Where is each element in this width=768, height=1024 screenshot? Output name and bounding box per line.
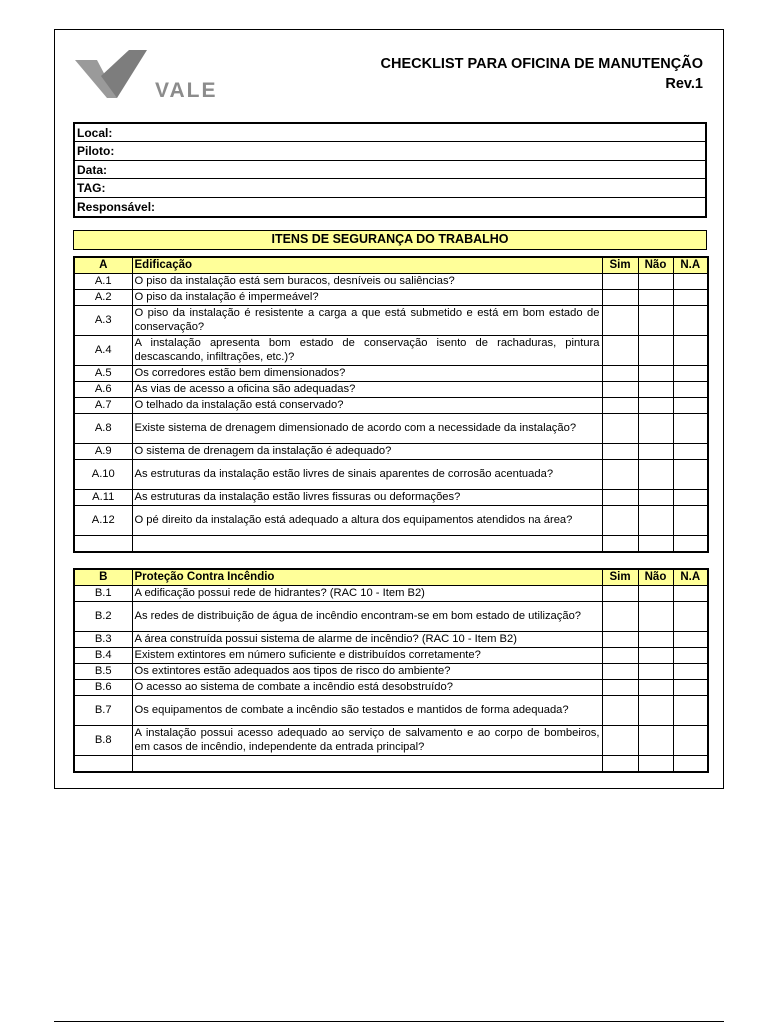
- item-code: B.6: [74, 679, 132, 695]
- answer-nao-cell[interactable]: [638, 289, 673, 305]
- item-question: O piso da instalação é resistente a carga a que está submetido e está em bom estado de conservação?: [132, 305, 602, 335]
- col-sim: Sim: [602, 257, 638, 273]
- section-b-code: B: [74, 569, 132, 585]
- item-question: As estruturas da instalação estão livres fissuras ou deformações?: [132, 489, 602, 505]
- table-row: [74, 695, 708, 725]
- answer-na-cell[interactable]: [673, 289, 708, 305]
- table-row: [74, 381, 708, 397]
- answer-na-cell[interactable]: [673, 505, 708, 535]
- answer-nao-cell[interactable]: [638, 585, 673, 601]
- answer-sim-cell[interactable]: [602, 365, 638, 381]
- col-sim: Sim: [602, 569, 638, 585]
- answer-nao-cell[interactable]: [638, 663, 673, 679]
- answer-na-cell[interactable]: [673, 273, 708, 289]
- answer-sim-cell[interactable]: [602, 647, 638, 663]
- answer-na-cell[interactable]: [673, 335, 708, 365]
- col-nao: Não: [638, 569, 673, 585]
- table-section-a: [73, 256, 709, 553]
- answer-na-cell[interactable]: [673, 443, 708, 459]
- document-revision: Rev.1: [665, 76, 703, 92]
- item-question: Existem extintores em número suficiente e distribuídos corretamente?: [132, 647, 602, 663]
- item-question: As estruturas da instalação estão livres de sinais aparentes de corrosão acentuada?: [132, 459, 602, 489]
- answer-nao-cell[interactable]: [638, 335, 673, 365]
- info-fields: [73, 122, 707, 218]
- answer-sim-cell[interactable]: [602, 381, 638, 397]
- answer-nao-cell[interactable]: [638, 397, 673, 413]
- item-code: A.11: [74, 489, 132, 505]
- empty-question-cell: [132, 535, 602, 552]
- empty-question-cell: [132, 755, 602, 772]
- answer-nao-cell[interactable]: [638, 305, 673, 335]
- table-section-b: [73, 568, 709, 773]
- table-row: [74, 289, 708, 305]
- answer-na-cell[interactable]: [673, 459, 708, 489]
- table-row-empty: [74, 535, 708, 552]
- answer-nao-cell[interactable]: [638, 631, 673, 647]
- answer-nao-cell[interactable]: [638, 365, 673, 381]
- field-data[interactable]: Data:: [75, 161, 705, 179]
- answer-nao-cell[interactable]: [638, 413, 673, 443]
- answer-nao-cell[interactable]: [638, 755, 673, 772]
- empty-code-cell: [74, 755, 132, 772]
- item-code: A.8: [74, 413, 132, 443]
- vale-logo: [73, 48, 223, 106]
- item-question: A instalação possui acesso adequado ao serviço de salvamento e ao corpo de bombeiros, em casos de incêndio, independente da entrada principal?: [132, 725, 602, 755]
- item-code: A.9: [74, 443, 132, 459]
- answer-sim-cell[interactable]: [602, 663, 638, 679]
- item-question: O piso da instalação é impermeável?: [132, 289, 602, 305]
- item-code: B.5: [74, 663, 132, 679]
- table-row: [74, 305, 708, 335]
- item-code: A.4: [74, 335, 132, 365]
- answer-na-cell[interactable]: [673, 413, 708, 443]
- item-question: Os extintores estão adequados aos tipos de risco do ambiente?: [132, 663, 602, 679]
- item-code: B.1: [74, 585, 132, 601]
- answer-na-cell[interactable]: [673, 305, 708, 335]
- answer-na-cell[interactable]: [673, 397, 708, 413]
- answer-sim-cell[interactable]: [602, 601, 638, 631]
- item-code: B.7: [74, 695, 132, 725]
- answer-sim-cell[interactable]: [602, 305, 638, 335]
- answer-sim-cell[interactable]: [602, 397, 638, 413]
- answer-nao-cell[interactable]: [638, 647, 673, 663]
- item-question: A instalação apresenta bom estado de conservação isento de rachaduras, pintura descascando, infiltrações, etc.)?: [132, 335, 602, 365]
- document-title: CHECKLIST PARA OFICINA DE MANUTENÇÃO: [380, 56, 703, 72]
- section-banner: ITENS DE SEGURANÇA DO TRABALHO: [73, 230, 707, 250]
- item-code: B.3: [74, 631, 132, 647]
- table-a-header: [74, 257, 708, 273]
- col-na: N.A: [673, 257, 708, 273]
- table-row: [74, 397, 708, 413]
- item-code: A.10: [74, 459, 132, 489]
- answer-na-cell[interactable]: [673, 631, 708, 647]
- table-row: [74, 663, 708, 679]
- answer-sim-cell[interactable]: [602, 273, 638, 289]
- answer-nao-cell[interactable]: [638, 679, 673, 695]
- item-code: A.6: [74, 381, 132, 397]
- answer-sim-cell[interactable]: [602, 335, 638, 365]
- item-code: B.2: [74, 601, 132, 631]
- answer-na-cell[interactable]: [673, 381, 708, 397]
- answer-nao-cell[interactable]: [638, 489, 673, 505]
- field-tag[interactable]: TAG:: [75, 179, 705, 197]
- answer-sim-cell[interactable]: [602, 443, 638, 459]
- item-code: B.4: [74, 647, 132, 663]
- item-question: O pé direito da instalação está adequado a altura dos equipamentos atendidos na área?: [132, 505, 602, 535]
- table-row: [74, 505, 708, 535]
- answer-nao-cell[interactable]: [638, 535, 673, 552]
- answer-sim-cell[interactable]: [602, 535, 638, 552]
- answer-nao-cell[interactable]: [638, 695, 673, 725]
- item-question: A área construída possui sistema de alarme de incêndio? (RAC 10 - Item B2): [132, 631, 602, 647]
- item-question: O acesso ao sistema de combate a incêndio está desobstruído?: [132, 679, 602, 695]
- table-row: [74, 631, 708, 647]
- table-row: [74, 459, 708, 489]
- answer-na-cell[interactable]: [673, 647, 708, 663]
- answer-na-cell[interactable]: [673, 365, 708, 381]
- answer-nao-cell[interactable]: [638, 273, 673, 289]
- document-title-block: [381, 54, 703, 94]
- col-nao: Não: [638, 257, 673, 273]
- item-code: A.7: [74, 397, 132, 413]
- item-question: Existe sistema de drenagem dimensionado de acordo com a necessidade da instalação?: [132, 413, 602, 443]
- table-b-header: [74, 569, 708, 585]
- table-row: [74, 679, 708, 695]
- answer-nao-cell[interactable]: [638, 601, 673, 631]
- answer-nao-cell[interactable]: [638, 459, 673, 489]
- item-question: O piso da instalação está sem buracos, desníveis ou saliências?: [132, 273, 602, 289]
- item-question: As redes de distribuição de água de incêndio encontram-se em bom estado de utilização?: [132, 601, 602, 631]
- item-code: A.3: [74, 305, 132, 335]
- vale-logo-text: VALE: [155, 79, 218, 102]
- item-question: O telhado da instalação está conservado?: [132, 397, 602, 413]
- answer-na-cell[interactable]: [673, 725, 708, 755]
- table-row-empty: [74, 755, 708, 772]
- answer-na-cell[interactable]: [673, 535, 708, 552]
- table-row: [74, 273, 708, 289]
- item-question: Os corredores estão bem dimensionados?: [132, 365, 602, 381]
- item-question: A edificação possui rede de hidrantes? (RAC 10 - Item B2): [132, 585, 602, 601]
- answer-sim-cell[interactable]: [602, 459, 638, 489]
- item-question: As vias de acesso a oficina são adequadas?: [132, 381, 602, 397]
- item-code: A.2: [74, 289, 132, 305]
- empty-code-cell: [74, 535, 132, 552]
- answer-sim-cell[interactable]: [602, 631, 638, 647]
- answer-sim-cell[interactable]: [602, 695, 638, 725]
- table-row: [74, 647, 708, 663]
- answer-nao-cell[interactable]: [638, 505, 673, 535]
- answer-na-cell[interactable]: [673, 585, 708, 601]
- field-responsavel[interactable]: Responsável:: [77, 199, 156, 214]
- col-na: N.A: [673, 569, 708, 585]
- table-row: [74, 601, 708, 631]
- item-code: A.12: [74, 505, 132, 535]
- item-code: B.8: [74, 725, 132, 755]
- section-b-title: Proteção Contra Incêndio: [132, 569, 602, 585]
- answer-sim-cell[interactable]: [602, 413, 638, 443]
- item-code: A.1: [74, 273, 132, 289]
- answer-sim-cell[interactable]: [602, 585, 638, 601]
- answer-na-cell[interactable]: [673, 663, 708, 679]
- field-piloto[interactable]: Piloto:: [75, 142, 705, 160]
- answer-na-cell[interactable]: [673, 755, 708, 772]
- answer-sim-cell[interactable]: [602, 489, 638, 505]
- answer-sim-cell[interactable]: [602, 289, 638, 305]
- page-footer-line: [54, 1021, 724, 1022]
- item-question: Os equipamentos de combate a incêndio são testados e mantidos de forma adequada?: [132, 695, 602, 725]
- item-question: O sistema de drenagem da instalação é adequado?: [132, 443, 602, 459]
- answer-sim-cell[interactable]: [602, 679, 638, 695]
- table-row: [74, 335, 708, 365]
- answer-na-cell[interactable]: [673, 601, 708, 631]
- answer-na-cell[interactable]: [673, 489, 708, 505]
- answer-nao-cell[interactable]: [638, 381, 673, 397]
- table-row: [74, 365, 708, 381]
- answer-nao-cell[interactable]: [638, 443, 673, 459]
- table-row: [74, 489, 708, 505]
- answer-sim-cell[interactable]: [602, 755, 638, 772]
- table-row: [74, 443, 708, 459]
- answer-sim-cell[interactable]: [602, 725, 638, 755]
- checklist-sheet: [54, 29, 724, 789]
- section-a-code: A: [74, 257, 132, 273]
- answer-na-cell[interactable]: [673, 679, 708, 695]
- answer-na-cell[interactable]: [673, 695, 708, 725]
- answer-nao-cell[interactable]: [638, 725, 673, 755]
- table-row: [74, 413, 708, 443]
- section-a-title: Edificação: [132, 257, 602, 273]
- field-local[interactable]: Local:: [75, 124, 705, 142]
- answer-sim-cell[interactable]: [602, 505, 638, 535]
- table-row: [74, 725, 708, 755]
- item-code: A.5: [74, 365, 132, 381]
- table-row: [74, 585, 708, 601]
